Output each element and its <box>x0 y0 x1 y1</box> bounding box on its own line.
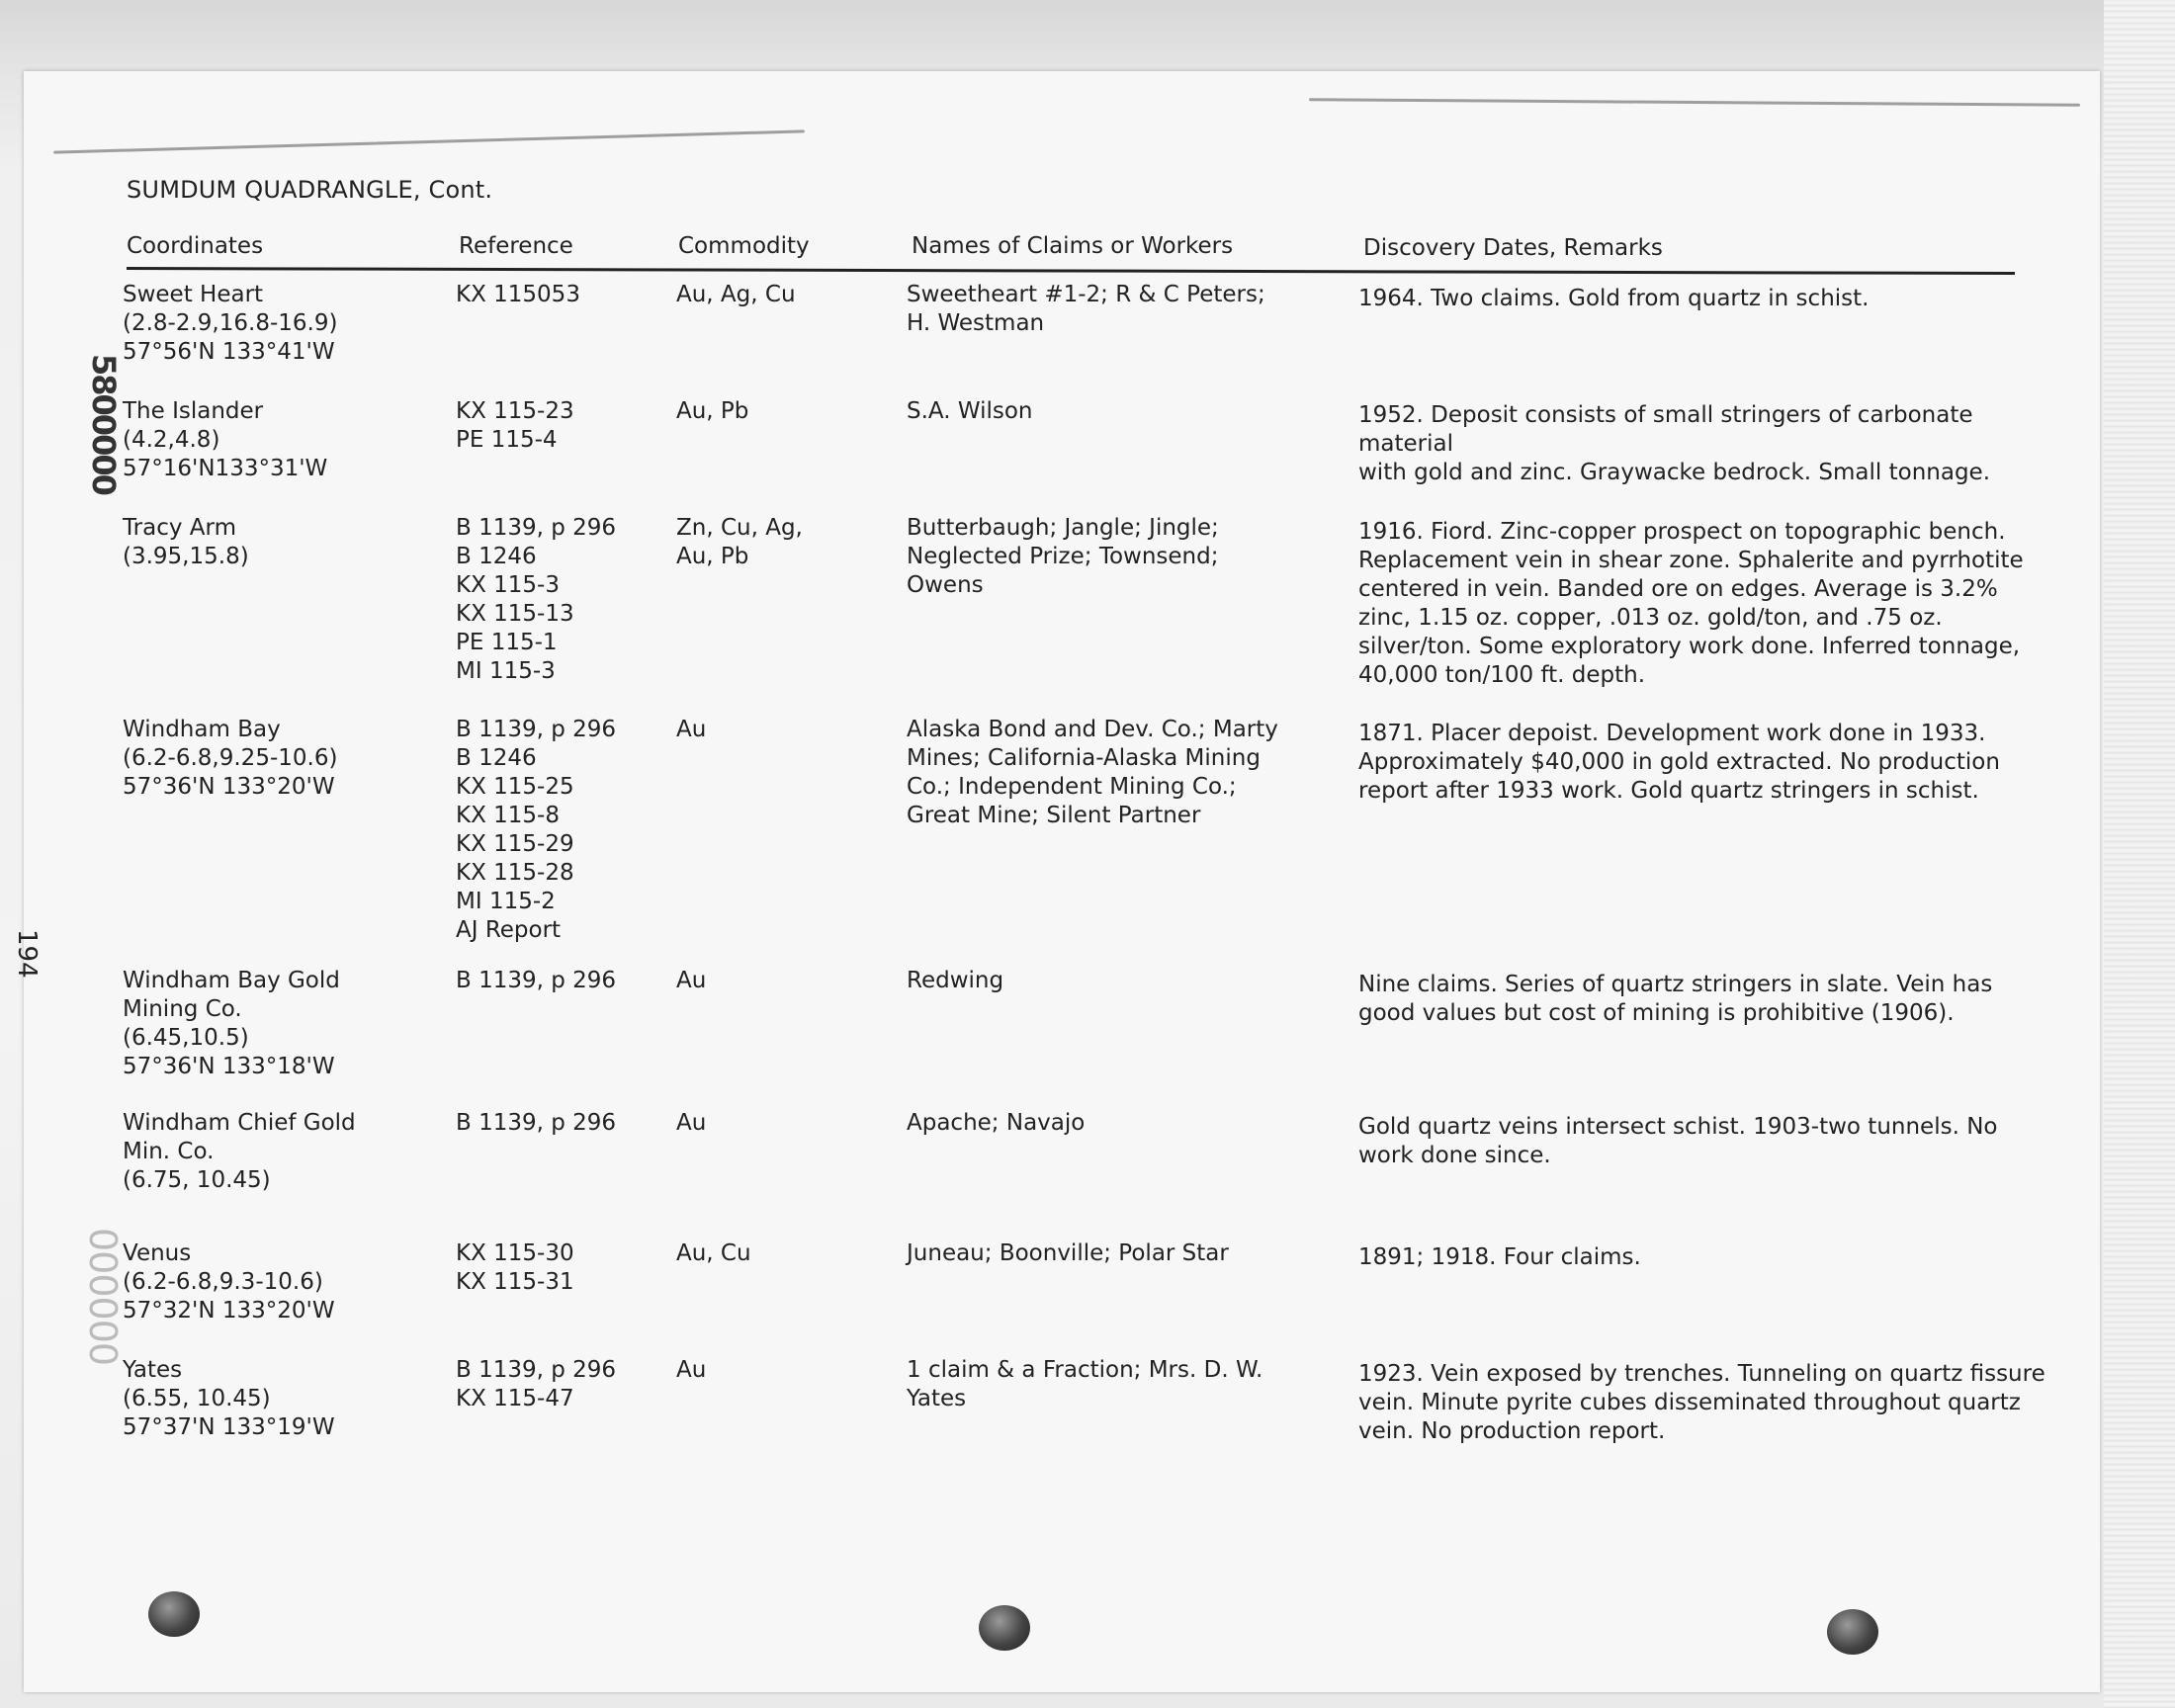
coordinates-cell <box>123 716 337 802</box>
names-cell-line: S.A. Wilson <box>907 398 1033 424</box>
remarks-cell-line: Gold quartz veins intersect schist. 1903-two tunnels. No <box>1358 1114 1998 1140</box>
scanner-edge-strip <box>2104 0 2175 1708</box>
remarks-cell-line: centered in vein. Banded ore on edges. Average is 3.2% <box>1358 576 1998 602</box>
reference-cell-line: KX 115053 <box>456 282 580 307</box>
remarks-cell-line: 40,000 ton/100 ft. depth. <box>1358 662 1646 688</box>
remarks-cell-line: silver/ton. Some exploratory work done. Inferred tonnage, <box>1358 634 2021 659</box>
names-cell-line: Butterbaugh; Jangle; Jingle; <box>907 515 1219 541</box>
column-header-discovery: Discovery Dates, Remarks <box>1363 235 1663 261</box>
coordinates-cell-line: Windham Bay <box>123 717 281 742</box>
coordinates-cell-line: (6.55, 10.45) <box>123 1386 271 1411</box>
coordinates-cell-line: Min. Co. <box>123 1139 215 1164</box>
commodity-cell-line: Au <box>676 1357 707 1383</box>
coordinates-cell-line: (2.8-2.9,16.8-16.9) <box>123 310 338 336</box>
coordinates-cell-line: Mining Co. <box>123 996 242 1022</box>
side-stamp-faint: 000000 <box>81 1228 125 1366</box>
coordinates-cell-line: The Islander <box>123 398 264 424</box>
commodity-cell <box>676 716 706 744</box>
reference-cell-line: B 1139, p 296 <box>456 1110 617 1136</box>
names-cell <box>907 967 1003 995</box>
names-cell-line: Sweetheart #1-2; R & C Peters; <box>907 282 1265 307</box>
commodity-cell-line: Au, Cu <box>676 1240 751 1266</box>
commodity-cell <box>676 1356 706 1385</box>
reference-cell <box>456 967 616 995</box>
coordinates-cell-line: (3.95,15.8) <box>123 544 249 569</box>
reference-cell-line: PE 115-1 <box>456 630 558 655</box>
remarks-cell <box>1358 285 2070 313</box>
names-cell-line: H. Westman <box>907 310 1045 336</box>
names-cell <box>907 1356 1262 1413</box>
names-cell <box>907 514 1219 600</box>
reference-cell-line: KX 115-28 <box>456 860 574 886</box>
coordinates-cell <box>123 514 249 571</box>
remarks-cell-line: 1952. Deposit consists of small stringers of carbonate material <box>1358 402 1973 457</box>
commodity-cell <box>676 1109 706 1138</box>
remarks-cell-line: 1891; 1918. Four claims. <box>1358 1244 1641 1270</box>
commodity-cell <box>676 397 748 426</box>
reference-cell-line: MI 115-2 <box>456 889 556 914</box>
reference-cell-line: KX 115-8 <box>456 803 560 828</box>
coordinates-cell-line: 57°56'N 133°41'W <box>123 339 335 365</box>
page-title: SUMDUM QUADRANGLE, Cont. <box>127 176 493 204</box>
reference-cell <box>456 1356 616 1413</box>
coordinates-cell-line: (4.2,4.8) <box>123 427 220 453</box>
commodity-cell <box>676 514 803 571</box>
column-header-coordinates: Coordinates <box>127 233 264 259</box>
names-cell-line: Redwing <box>907 968 1004 993</box>
coordinates-cell-line: 57°37'N 133°19'W <box>123 1414 335 1440</box>
names-cell-line: Great Mine; Silent Partner <box>907 803 1201 828</box>
coordinates-cell-line: Windham Bay Gold <box>123 968 340 993</box>
commodity-cell-line: Au <box>676 717 707 742</box>
coordinates-cell-line: Sweet Heart <box>123 282 264 307</box>
scan-scratch <box>53 129 805 153</box>
remarks-cell-line: work done since. <box>1358 1143 1551 1168</box>
remarks-cell <box>1358 971 2070 1028</box>
reference-cell <box>456 397 574 455</box>
remarks-cell <box>1358 1360 2070 1446</box>
names-cell-line: Apache; Navajo <box>907 1110 1086 1136</box>
remarks-cell-line: good values but cost of mining is prohibitive (1906). <box>1358 1000 1955 1026</box>
remarks-cell-line: 1871. Placer depoist. Development work done in 1933. <box>1358 721 1986 746</box>
names-cell-line: Juneau; Boonville; Polar Star <box>907 1240 1229 1266</box>
names-cell-line: Mines; California-Alaska Mining <box>907 745 1261 771</box>
remarks-cell <box>1358 1113 2070 1170</box>
coordinates-cell-line: Venus <box>123 1240 192 1266</box>
reference-cell <box>456 514 616 686</box>
commodity-cell-line: Au <box>676 1110 707 1136</box>
commodity-cell <box>676 967 706 995</box>
binder-hole <box>979 1605 1030 1651</box>
coordinates-cell-line: Windham Chief Gold <box>123 1110 356 1136</box>
remarks-cell-line: 1916. Fiord. Zinc-copper prospect on topographic bench. <box>1358 519 2006 545</box>
coordinates-cell-line: 57°16'N133°31'W <box>123 456 328 481</box>
names-cell <box>907 397 1033 426</box>
reference-cell-line: B 1139, p 296 <box>456 968 617 993</box>
coordinates-cell-line: (6.75, 10.45) <box>123 1167 271 1193</box>
reference-cell-line: B 1246 <box>456 745 537 771</box>
reference-cell-line: PE 115-4 <box>456 427 558 453</box>
remarks-cell-line: Approximately $40,000 in gold extracted. No production <box>1358 749 2000 775</box>
remarks-cell-line: 1923. Vein exposed by trenches. Tunneling on quartz fissure <box>1358 1361 2045 1387</box>
names-cell-line: 1 claim & a Fraction; Mrs. D. W. <box>907 1357 1263 1383</box>
reference-cell-line: KX 115-23 <box>456 398 574 424</box>
remarks-cell-line: vein. Minute pyrite cubes disseminated throughout quartz <box>1358 1390 2021 1415</box>
reference-cell <box>456 716 616 945</box>
reference-cell-line: KX 115-29 <box>456 831 574 857</box>
commodity-cell-line: Au <box>676 968 707 993</box>
reference-cell-line: KX 115-25 <box>456 774 574 800</box>
binder-hole <box>148 1591 200 1637</box>
remarks-cell-line: report after 1933 work. Gold quartz stringers in schist. <box>1358 778 1979 804</box>
remarks-cell-line: zinc, 1.15 oz. copper, .013 oz. gold/ton, and .75 oz. <box>1358 605 1943 631</box>
coordinates-cell <box>123 281 337 367</box>
column-header-reference: Reference <box>459 233 573 259</box>
reference-cell-line: B 1139, p 296 <box>456 1357 617 1383</box>
coordinates-cell-line: (6.2-6.8,9.25-10.6) <box>123 745 338 771</box>
names-cell <box>907 1109 1085 1138</box>
coordinates-cell <box>123 1109 356 1195</box>
page-number: 194 <box>12 929 42 979</box>
remarks-cell-line: 1964. Two claims. Gold from quartz in schist. <box>1358 286 1870 311</box>
header-rule <box>127 267 2015 275</box>
reference-cell-line: MI 115-3 <box>456 658 556 684</box>
coordinates-cell-line: 57°36'N 133°18'W <box>123 1054 335 1079</box>
commodity-cell <box>676 1239 751 1268</box>
coordinates-cell-line: (6.2-6.8,9.3-10.6) <box>123 1269 323 1295</box>
reference-cell-line: KX 115-13 <box>456 601 574 627</box>
side-stamp-number: 5800000 <box>85 354 123 494</box>
coordinates-cell-line: (6.45,10.5) <box>123 1025 249 1051</box>
scan-scratch <box>1309 98 2080 106</box>
reference-cell-line: B 1139, p 296 <box>456 717 617 742</box>
remarks-cell-line: Replacement vein in shear zone. Sphalerite and pyrrhotite <box>1358 548 2024 573</box>
document-page <box>12 71 2100 1692</box>
commodity-cell-line: Au, Pb <box>676 544 749 569</box>
remarks-cell-line: Nine claims. Series of quartz stringers in slate. Vein has <box>1358 972 1993 997</box>
column-header-commodity: Commodity <box>678 233 810 259</box>
reference-cell <box>456 281 580 309</box>
commodity-cell-line: Au, Ag, Cu <box>676 282 796 307</box>
coordinates-cell-line: 57°36'N 133°20'W <box>123 774 335 800</box>
reference-cell-line: KX 115-30 <box>456 1240 574 1266</box>
names-cell-line: Yates <box>907 1386 967 1411</box>
coordinates-cell-line: 57°32'N 133°20'W <box>123 1298 335 1324</box>
coordinates-cell <box>123 397 327 483</box>
coordinates-cell <box>123 967 340 1081</box>
remarks-cell <box>1358 720 2070 806</box>
reference-cell-line: B 1246 <box>456 544 537 569</box>
reference-cell-line: KX 115-47 <box>456 1386 574 1411</box>
reference-cell <box>456 1239 574 1297</box>
commodity-cell-line: Au, Pb <box>676 398 749 424</box>
reference-cell <box>456 1109 616 1138</box>
remarks-cell <box>1358 401 2070 487</box>
reference-cell-line: KX 115-31 <box>456 1269 574 1295</box>
coordinates-cell-line: Tracy Arm <box>123 515 236 541</box>
commodity-cell-line: Zn, Cu, Ag, <box>676 515 803 541</box>
coordinates-cell-line: Yates <box>123 1357 183 1383</box>
reference-cell-line: B 1139, p 296 <box>456 515 617 541</box>
remarks-cell-line: vein. No production report. <box>1358 1418 1666 1444</box>
reference-cell-line: KX 115-3 <box>456 572 560 598</box>
binder-hole <box>1827 1609 1878 1655</box>
names-cell <box>907 716 1278 830</box>
names-cell-line: Alaska Bond and Dev. Co.; Marty <box>907 717 1278 742</box>
names-cell-line: Owens <box>907 572 984 598</box>
names-cell-line: Neglected Prize; Townsend; <box>907 544 1219 569</box>
remarks-cell <box>1358 1243 2070 1272</box>
reference-cell-line: AJ Report <box>456 917 562 943</box>
names-cell <box>907 1239 1229 1268</box>
remarks-cell-line: with gold and zinc. Graywacke bedrock. Small tonnage. <box>1358 460 1991 485</box>
remarks-cell <box>1358 518 2070 690</box>
names-cell <box>907 281 1265 338</box>
coordinates-cell <box>123 1356 335 1442</box>
coordinates-cell <box>123 1239 335 1325</box>
names-cell-line: Co.; Independent Mining Co.; <box>907 774 1237 800</box>
column-header-names: Names of Claims or Workers <box>912 233 1234 259</box>
commodity-cell <box>676 281 796 309</box>
